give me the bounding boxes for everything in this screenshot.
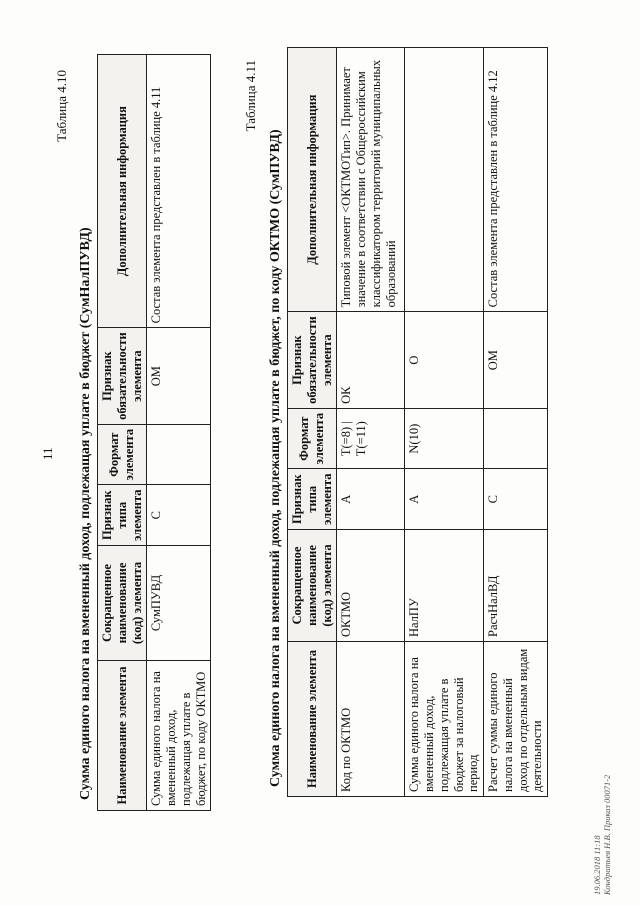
table-cell: О (405, 312, 484, 409)
table-4-11-label: Таблица 4.11 (243, 60, 258, 132)
table-row (405, 48, 484, 797)
header-cell: Формат элемента (98, 424, 147, 485)
table-4-10-label: Таблица 4.10 (54, 70, 69, 142)
table-cell: Состав элемента представлен в таблице 4.11 (147, 55, 211, 328)
table-cell: N(10) (405, 408, 484, 469)
stamp-signer: Кондратьев Н.В. Приказ 00071-2 (602, 774, 612, 895)
table-row (147, 55, 211, 811)
table-cell: С (147, 485, 211, 546)
table-cell: НалПУ (405, 530, 484, 642)
stamp-date: 19.06.2018 11:18 (592, 835, 602, 895)
table-cell: Сумма единого налога на вмененный доход, подлежащая уплате в бюджет за налоговый период (405, 642, 484, 797)
table-cell: Сумма единого налога на вмененный доход, подлежащая уплате в бюджет, по коду ОКТМО (147, 661, 211, 811)
table-4-10-title: Сумма единого налога на вмененный доход, подлежащая уплате в бюджет (СумНалПУВД) (78, 227, 93, 800)
header-cell: Наименование элемента (98, 661, 147, 811)
page-number: 11 (40, 447, 55, 460)
header-cell: Признак типа элемента (98, 485, 147, 546)
table-cell: ОМ (484, 312, 548, 409)
table-header-row (288, 48, 337, 797)
table-row (484, 48, 548, 797)
signature-stamp (592, 775, 612, 895)
table-cell: ОКТМО (337, 530, 405, 642)
table-cell (147, 424, 211, 485)
table-4-11-title: Сумма единого налога на вмененный доход, подлежащая уплате в бюджет, по коду ОКТМО (СумПУВД) (268, 129, 283, 787)
table-4-11 (287, 47, 548, 797)
table-cell: Расчет суммы единого налога на вмененный доход по отдельным видам деятельности (484, 642, 548, 797)
table-cell: T(=8) | T(=11) (337, 408, 405, 469)
table-cell: ОМ (147, 328, 211, 425)
table-row (337, 48, 405, 797)
header-cell: Признак обязательности элемента (288, 312, 337, 409)
table-cell: РасчНалВД (484, 530, 548, 642)
table-cell: А (405, 469, 484, 530)
table-4-10 (97, 54, 211, 811)
table-cell: Типовой элемент <ОКТМОТип>. Принимает значение в соответствии с Общероссийским классификатором территорий муниципальных образований (337, 48, 405, 312)
header-cell: Признак обязательности элемента (98, 328, 147, 425)
table-cell: А (337, 469, 405, 530)
header-cell: Сокращенное наименование (код) элемента (98, 546, 147, 661)
header-cell: Дополнительная информация (98, 55, 147, 328)
table-header-row (98, 55, 147, 811)
table-cell (484, 408, 548, 469)
table-cell (405, 48, 484, 312)
header-cell: Сокращенное наименование (код) элемента (288, 530, 337, 642)
table-cell: С (484, 469, 548, 530)
header-cell: Дополнительная информация (288, 48, 337, 312)
table-cell: ОК (337, 312, 405, 409)
table-cell: Код по ОКТМО (337, 642, 405, 797)
table-cell: СумПУВД (147, 546, 211, 661)
header-cell: Формат элемента (288, 408, 337, 469)
table-cell: Состав элемента представлен в таблице 4.12 (484, 48, 548, 312)
header-cell: Признак типа элемента (288, 469, 337, 530)
header-cell: Наименование элемента (288, 642, 337, 797)
